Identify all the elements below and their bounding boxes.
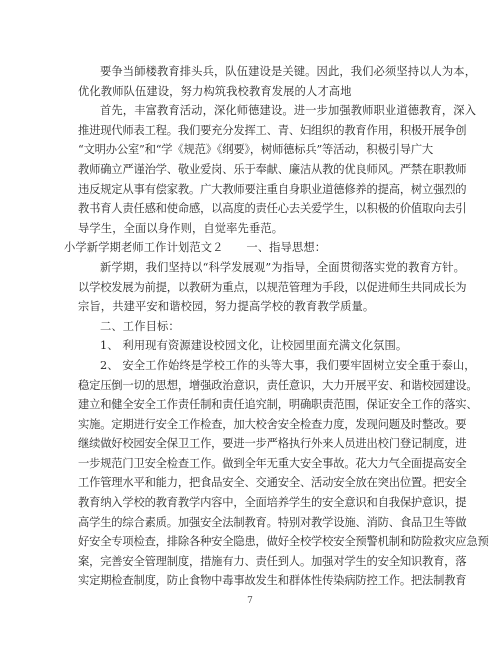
text-line: 新学期，我们坚持以“科学发展观”为指导，全面贯彻落实党的教育方针。 xyxy=(100,260,466,274)
text-line: 优化教师队伍建设，努力构筑我校教育发展的人才高地 xyxy=(78,84,352,98)
page-number: 7 xyxy=(247,596,253,606)
text-line: 宗旨，共建平安和谐校园，努力提高学校的教育教学质量。 xyxy=(78,300,375,314)
text-line: 违反规定从事有偿家教。广大教师要注重自身职业道德修养的提高，树立强烈的 xyxy=(78,182,467,196)
text-line: 稳定压倒一切的思想，增强政治意识，责任意识，大力开展平安、和谐校园建设。 xyxy=(78,378,478,392)
text-line: 好安全专项检查，排除各种安全隐患，做好全校学校安全预警机制和防险救灾应急预 xyxy=(78,535,489,549)
text-line: 继续做好校园安全保卫工作，要进一步严格执行外来人员进出校门登记制度，进 xyxy=(78,437,467,451)
text-line: 教书育人责任感和使命感，以高度的责任心去关爱学生，以积极的价值取向去引 xyxy=(78,202,467,216)
section-heading: 二、工作目标： xyxy=(100,319,180,333)
text-line: 案，完善安全管理制度，措施有力、责任到人。加强对学生的安全知识教育，落 xyxy=(78,554,467,568)
text-line: 建立和健全安全工作责任制和责任追究制，明确职责范围，保证安全工作的落实、 xyxy=(78,398,478,412)
text-line: 实施。定期进行安全工作检查，加大校舍安全检查力度，发现问题及时整改。要 xyxy=(78,417,467,431)
text-line: 导学生，全面以身作则，自觉率先垂范。 xyxy=(78,221,284,235)
list-item: 1、 利用现有资源建设校园文化，让校园里面充满文化氛围。 xyxy=(100,339,408,353)
text-line: 要争当師楼教育排头兵，队伍建设是关键。因此，我们必须坚持以人为本， xyxy=(100,65,477,78)
text-line: “文明办公室”和“学《规范》《纲要》，树师德标兵”等活动，积极引导广大 xyxy=(78,143,434,157)
text-line: 推进现代师表工程。我们要充分发挥工、青、妇组织的教育作用，积极开展争创 xyxy=(78,123,467,137)
text-line: 以学校发展为前提，以教研为重点，以规范管理为手段，以促进师生共同成长为 xyxy=(78,280,467,294)
text-line: 高学生的综合素质。加强安全法制教育。特别对教学设施、消防、食品卫生等做 xyxy=(78,515,467,529)
section-heading: 小学新学期老师工作计划范文２ 一、指导思想： xyxy=(64,241,327,255)
text-line: 工作管理水平和能力，把食品安全、交通安全、活动安全放在突出位置。把安全 xyxy=(78,476,467,490)
text-line: 首先，丰富教育活动，深化师德建设。进一步加强教师职业道德教育，深入 xyxy=(100,104,477,118)
text-line: 教师确立严谨治学、敬业爱岗、乐于奉献、廉洁从教的优良师风。严禁在职教师 xyxy=(78,162,467,176)
document-body xyxy=(64,62,489,591)
text-line: 实定期检查制度，防止食物中毒事故发生和群体性传染病防控工作。把法制教育 xyxy=(78,574,467,588)
text-line: 教育纳入学校的教育教学内容中，全面培养学生的安全意识和自我保护意识，提 xyxy=(78,496,467,510)
list-item: 2、 安全工作始终是学校工作的头等大事，我们要牢固树立安全重于泰山， xyxy=(100,358,476,372)
text-line: 一步规范门卫安全检查工作。做到全年无重大安全事故。花大力气全面提高安全 xyxy=(78,456,467,470)
